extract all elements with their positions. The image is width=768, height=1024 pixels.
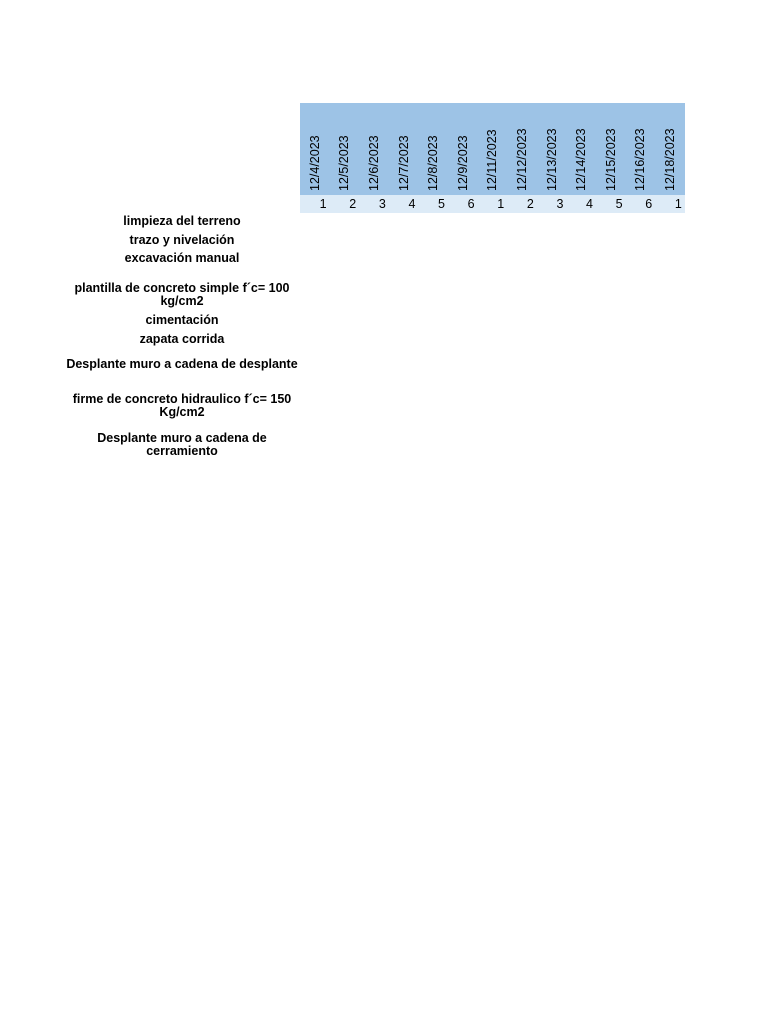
date-header-row bbox=[300, 103, 685, 195]
date-header-cell[interactable] bbox=[448, 103, 478, 195]
day-number-cell[interactable]: 2 bbox=[349, 197, 357, 211]
date-label: 12/18/2023 bbox=[662, 128, 677, 191]
date-header-cell[interactable] bbox=[330, 103, 360, 195]
date-header-cell[interactable] bbox=[478, 103, 508, 195]
date-header-cell[interactable] bbox=[655, 103, 685, 195]
task-label[interactable]: Desplante muro a cadena de desplante bbox=[66, 357, 298, 371]
date-label: 12/8/2023 bbox=[426, 135, 441, 191]
date-header-cell[interactable] bbox=[359, 103, 389, 195]
date-label: 12/13/2023 bbox=[544, 128, 559, 191]
date-label: 12/9/2023 bbox=[455, 135, 470, 191]
task-label[interactable]: limpieza del terreno bbox=[123, 214, 241, 228]
task-label[interactable]: firme de concreto hidraulico f´c= 150 Kg/cm2 bbox=[72, 392, 292, 419]
date-header-cell[interactable] bbox=[537, 103, 567, 195]
date-label: 12/14/2023 bbox=[574, 128, 589, 191]
date-header-cell[interactable] bbox=[389, 103, 419, 195]
task-label[interactable]: trazo y nivelación bbox=[129, 233, 235, 247]
date-label: 12/6/2023 bbox=[366, 135, 381, 191]
day-number-row bbox=[300, 195, 685, 213]
date-label: 12/11/2023 bbox=[485, 129, 500, 191]
day-number-cell[interactable]: 3 bbox=[378, 197, 386, 211]
day-number-cell[interactable]: 4 bbox=[586, 197, 593, 211]
task-label[interactable]: Desplante muro a cadena de cerramiento bbox=[97, 431, 267, 458]
task-label[interactable]: cimentación bbox=[145, 313, 219, 327]
day-number-cell[interactable]: 1 bbox=[319, 197, 327, 211]
day-number-cell[interactable]: 5 bbox=[615, 197, 623, 211]
day-number-cell[interactable]: 3 bbox=[556, 197, 564, 211]
date-header-cell[interactable] bbox=[626, 103, 656, 195]
date-header-cell[interactable] bbox=[507, 103, 537, 195]
date-header-cell[interactable] bbox=[418, 103, 448, 195]
task-label[interactable]: plantilla de concreto simple f´c= 100 kg/cm2 bbox=[74, 281, 290, 308]
date-label: 12/15/2023 bbox=[603, 128, 618, 191]
date-label: 12/7/2023 bbox=[396, 135, 411, 191]
day-number-cell[interactable]: 4 bbox=[408, 197, 416, 211]
task-label[interactable]: zapata corrida bbox=[139, 332, 225, 346]
day-number-cell[interactable]: 6 bbox=[645, 197, 653, 211]
day-number-cell[interactable]: 6 bbox=[467, 197, 475, 211]
date-header-cell[interactable] bbox=[596, 103, 626, 195]
date-label: 12/5/2023 bbox=[337, 135, 352, 191]
date-label: 12/16/2023 bbox=[633, 128, 648, 191]
day-number-cell[interactable]: 1 bbox=[497, 197, 505, 211]
date-header-cell[interactable] bbox=[566, 103, 596, 195]
date-label: 12/12/2023 bbox=[514, 128, 529, 191]
task-label[interactable]: excavación manual bbox=[124, 251, 240, 265]
date-label: 12/4/2023 bbox=[307, 135, 322, 191]
day-number-cell[interactable]: 5 bbox=[438, 197, 445, 211]
day-number-cell[interactable]: 2 bbox=[526, 197, 534, 211]
day-number-cell[interactable]: 1 bbox=[674, 197, 682, 211]
date-header-cell[interactable] bbox=[300, 103, 330, 195]
